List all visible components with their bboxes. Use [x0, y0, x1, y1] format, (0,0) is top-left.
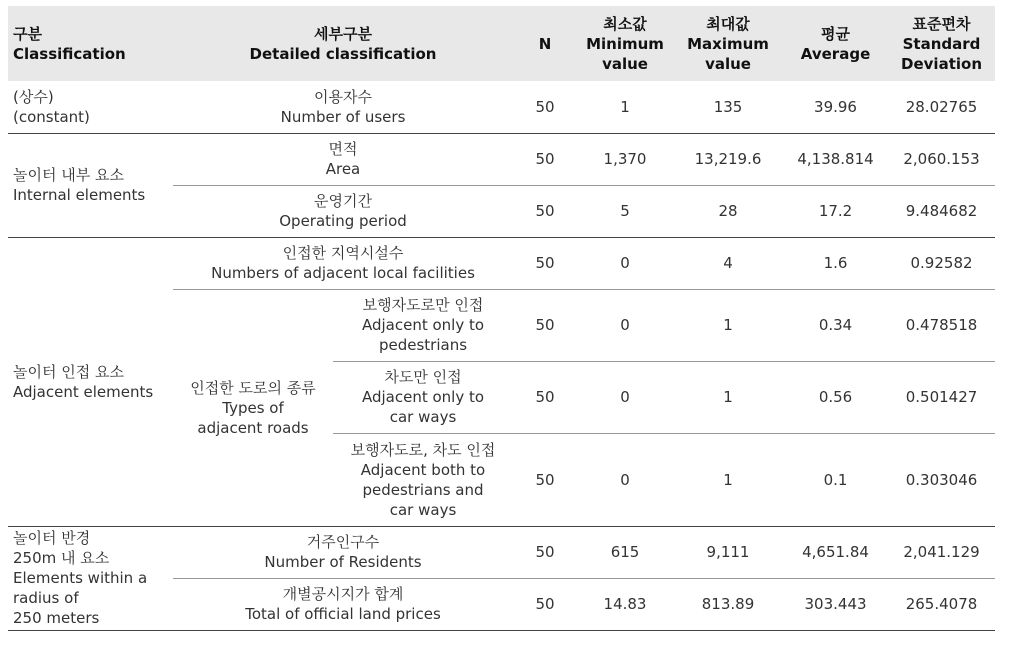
cell-n: 50 — [513, 361, 577, 433]
header-n: N — [513, 6, 577, 81]
cell-min: 0 — [577, 289, 673, 361]
header-classification: 구분 Classification — [8, 6, 173, 81]
row-label: 개별공시지가 합계 Total of official land prices — [173, 578, 513, 630]
cell-min: 0 — [577, 361, 673, 433]
cell-min: 0 — [577, 237, 673, 289]
cell-max: 1 — [673, 289, 783, 361]
group-radius: 놀이터 반경 250m 내 요소 Elements within a radius of 250 meters — [8, 526, 173, 630]
cell-sd: 0.501427 — [888, 361, 995, 433]
header-row — [8, 6, 995, 81]
row-label: 이용자수 Number of users — [173, 81, 513, 133]
row-label: 거주인구수 Number of Residents — [173, 526, 513, 578]
cell-sd: 265.4078 — [888, 578, 995, 630]
row-label: 운영기간 Operating period — [173, 185, 513, 237]
cell-max: 1 — [673, 361, 783, 433]
header-minimum: 최소값 Minimum value — [577, 6, 673, 81]
cell-n: 50 — [513, 237, 577, 289]
cell-min: 615 — [577, 526, 673, 578]
cell-avg: 4,651.84 — [783, 526, 888, 578]
header-detailed-classification: 세부구분 Detailed classification — [173, 6, 513, 81]
table-row — [8, 133, 995, 185]
cell-sd: 9.484682 — [888, 185, 995, 237]
table-row — [8, 81, 995, 133]
table-row — [8, 526, 995, 578]
cell-max: 28 — [673, 185, 783, 237]
cell-min: 1 — [577, 81, 673, 133]
cell-sd: 0.92582 — [888, 237, 995, 289]
row-label: 인접한 지역시설수 Numbers of adjacent local facilities — [173, 237, 513, 289]
cell-avg: 303.443 — [783, 578, 888, 630]
cell-n: 50 — [513, 433, 577, 526]
group-adjacent: 놀이터 인접 요소 Adjacent elements — [8, 237, 173, 526]
cell-avg: 1.6 — [783, 237, 888, 289]
cell-min: 0 — [577, 433, 673, 526]
cell-n: 50 — [513, 81, 577, 133]
row-label: 면적 Area — [173, 133, 513, 185]
descriptive-statistics-table — [8, 6, 995, 631]
row-label: 보행자도로, 차도 인접 Adjacent both to pedestrians and car ways — [333, 433, 513, 526]
cell-n: 50 — [513, 526, 577, 578]
cell-max: 813.89 — [673, 578, 783, 630]
cell-avg: 4,138.814 — [783, 133, 888, 185]
cell-sd: 28.02765 — [888, 81, 995, 133]
group-internal: 놀이터 내부 요소 Internal elements — [8, 133, 173, 237]
cell-sd: 0.303046 — [888, 433, 995, 526]
row-label: 보행자도로만 인접 Adjacent only to pedestrians — [333, 289, 513, 361]
cell-max: 4 — [673, 237, 783, 289]
cell-avg: 39.96 — [783, 81, 888, 133]
cell-avg: 0.56 — [783, 361, 888, 433]
cell-n: 50 — [513, 185, 577, 237]
cell-n: 50 — [513, 578, 577, 630]
cell-n: 50 — [513, 133, 577, 185]
cell-min: 5 — [577, 185, 673, 237]
row-label: 차도만 인접 Adjacent only to car ways — [333, 361, 513, 433]
cell-sd: 0.478518 — [888, 289, 995, 361]
header-maximum: 최대값 Maximum value — [673, 6, 783, 81]
cell-max: 135 — [673, 81, 783, 133]
header-standard-deviation: 표준편차 Standard Deviation — [888, 6, 995, 81]
cell-min: 1,370 — [577, 133, 673, 185]
header-average: 평균 Average — [783, 6, 888, 81]
cell-max: 1 — [673, 433, 783, 526]
table-row — [8, 237, 995, 289]
cell-min: 14.83 — [577, 578, 673, 630]
group-constant: (상수) (constant) — [8, 81, 173, 133]
cell-avg: 0.1 — [783, 433, 888, 526]
cell-avg: 17.2 — [783, 185, 888, 237]
cell-max: 9,111 — [673, 526, 783, 578]
cell-n: 50 — [513, 289, 577, 361]
group-road-types: 인접한 도로의 종류 Types of adjacent roads — [173, 289, 333, 526]
cell-avg: 0.34 — [783, 289, 888, 361]
cell-max: 13,219.6 — [673, 133, 783, 185]
cell-sd: 2,041.129 — [888, 526, 995, 578]
cell-sd: 2,060.153 — [888, 133, 995, 185]
